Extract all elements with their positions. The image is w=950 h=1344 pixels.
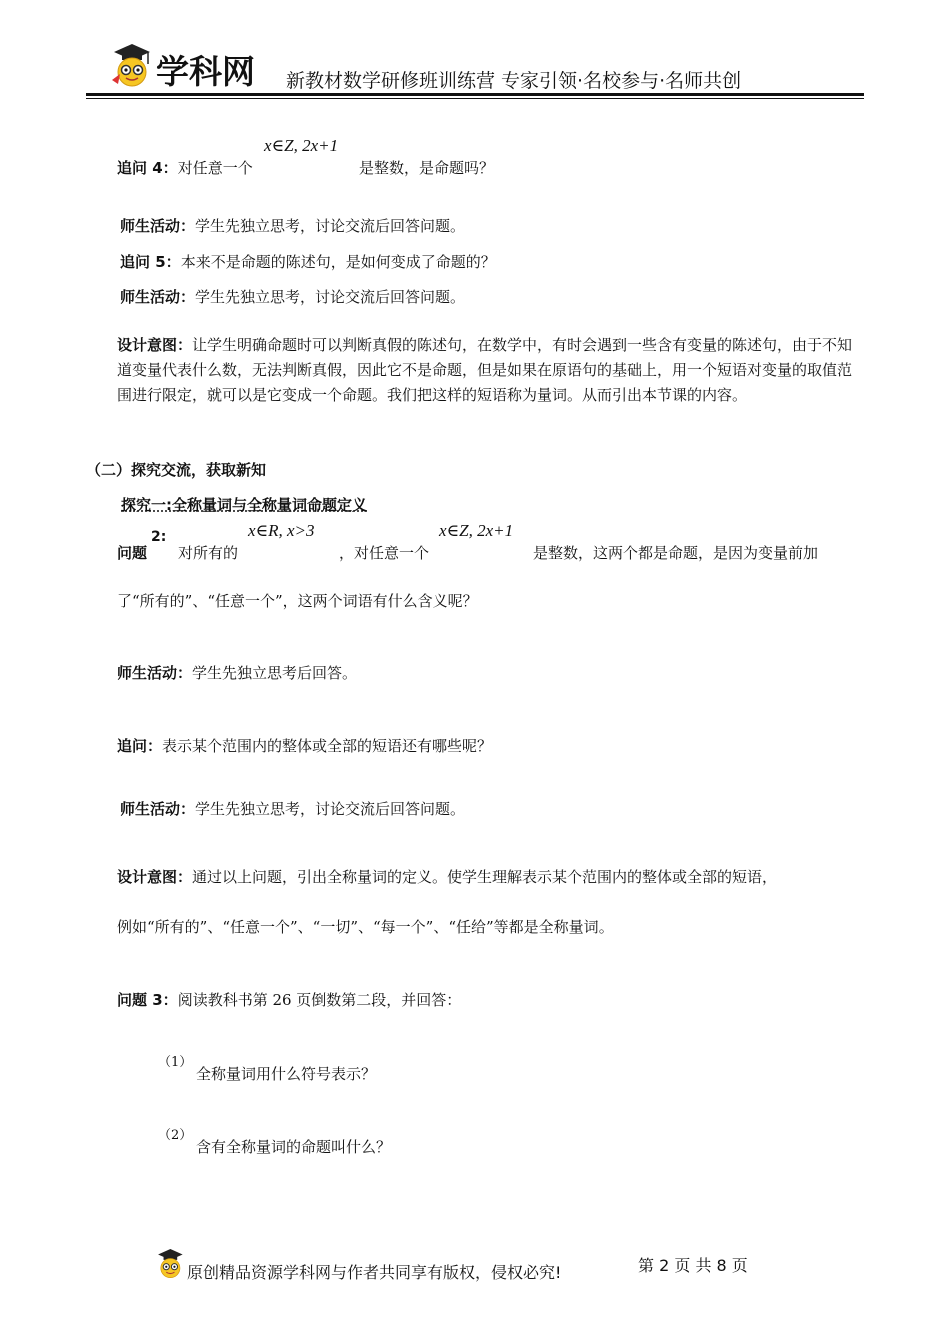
activity-3 bbox=[117, 662, 357, 683]
q4-math: x∈Z, 2x+1 bbox=[264, 136, 339, 155]
q2-line-2: 了“所有的”、“任意一个”，这两个词语有什么含义呢？ bbox=[117, 592, 478, 610]
followup-sep: ： bbox=[147, 737, 163, 755]
q5-label: 追问 5 bbox=[120, 253, 166, 271]
explore-title: 探究一:全称量词与全称量词命题定义 bbox=[121, 496, 368, 514]
activity-1-text: 学生先独立思考，讨论交流后回答问题。 bbox=[195, 217, 466, 235]
q5-sep: ： bbox=[165, 253, 181, 271]
q5-text: 本来不是命题的陈述句，是如何变成了命题的？ bbox=[180, 253, 496, 271]
q3-line bbox=[117, 989, 461, 1010]
q4-line bbox=[117, 157, 253, 178]
q3-text: 阅读教科书第 26 页倒数第二段，并回答： bbox=[177, 991, 462, 1009]
q4-text-a: 对任意一个 bbox=[177, 159, 253, 177]
design-intent-2 bbox=[117, 866, 777, 887]
design-intent-2-label: 设计意图： bbox=[117, 868, 193, 886]
activity-2-label: 师生活动： bbox=[120, 288, 196, 306]
q2-math-2: x∈Z, 2x+1 bbox=[439, 521, 514, 540]
design-intent-2-line-1: 通过以上问题，引出全称量词的定义。使学生理解表示某个范围内的整体或全部的短语， bbox=[192, 868, 778, 886]
activity-2 bbox=[120, 286, 465, 307]
q2-text-a: 对所有的 bbox=[178, 544, 239, 562]
followup-label: 追问 bbox=[117, 737, 148, 755]
activity-1-label: 师生活动： bbox=[120, 217, 196, 235]
activity-4-label: 师生活动： bbox=[120, 800, 196, 818]
logo-text: 学科网 bbox=[156, 52, 255, 91]
q5-line bbox=[120, 251, 496, 272]
q2-number: 2: bbox=[151, 529, 167, 545]
activity-2-text: 学生先独立思考，讨论交流后回答问题。 bbox=[195, 288, 466, 306]
activity-3-label: 师生活动： bbox=[117, 664, 193, 682]
activity-1 bbox=[120, 215, 465, 236]
mascot-icon bbox=[154, 1246, 184, 1282]
design-intent-1-label: 设计意图： bbox=[117, 336, 193, 354]
q2-text-c: 是整数，这两个都是命题，是因为变量前加 bbox=[533, 544, 819, 562]
q4-sep: ： bbox=[162, 159, 178, 177]
section-title: （二）探究交流，获取新知 bbox=[86, 461, 267, 479]
header-rule bbox=[86, 93, 864, 96]
footer-page-number: 第 2 页 共 8 页 bbox=[638, 1256, 748, 1275]
followup-line bbox=[117, 735, 492, 756]
q3-item-2-num: （2） bbox=[158, 1128, 193, 1143]
followup-text: 表示某个范围内的整体或全部的短语还有哪些呢？ bbox=[162, 737, 493, 755]
q4-label: 追问 4 bbox=[117, 159, 163, 177]
design-intent-1-text: 让学生明确命题时可以判断真假的陈述句，在数学中，有时会遇到一些含有变量的陈述句，由于不知道变量代表什么数，无法判断真假，因此它不是命题，但是如果在原语句的基础上，用一个短语对变量的取值范围进行限定，就可以是它变成一个命题。我们把这样的短语称为量词。从而引出本节课的内容。 bbox=[117, 336, 853, 404]
activity-3-text: 学生先独立思考后回答。 bbox=[192, 664, 358, 682]
activity-4-text: 学生先独立思考，讨论交流后回答问题。 bbox=[195, 800, 466, 818]
q2-math-1: x∈R, x>3 bbox=[248, 521, 315, 540]
activity-4 bbox=[120, 798, 465, 819]
design-intent-2-line-2: 例如“所有的”、“任意一个”、“一切”、“每一个”、“任给”等都是全称量词。 bbox=[117, 918, 614, 936]
q3-item-1-text: 全称量词用什么符号表示？ bbox=[196, 1065, 377, 1083]
q2-label: 问题 bbox=[117, 544, 148, 562]
q3-label: 问题 3 bbox=[117, 991, 163, 1009]
mascot-icon bbox=[108, 40, 152, 92]
q3-sep: ： bbox=[162, 991, 178, 1009]
header-slogan: 新教材数学研修班训练营 专家引领·名校参与·名师共创 bbox=[286, 70, 742, 92]
footer-copyright: 原创精品资源学科网与作者共同享有版权，侵权必究! bbox=[187, 1263, 562, 1282]
q2-text-b: ，对任意一个 bbox=[339, 544, 430, 562]
q3-item-2-text: 含有全称量词的命题叫什么？ bbox=[196, 1138, 392, 1156]
header-rule-thin bbox=[86, 98, 864, 99]
design-intent-1 bbox=[117, 333, 857, 408]
q4-text-b: 是整数，是命题吗？ bbox=[359, 159, 495, 177]
q3-item-1-num: （1） bbox=[158, 1055, 193, 1070]
